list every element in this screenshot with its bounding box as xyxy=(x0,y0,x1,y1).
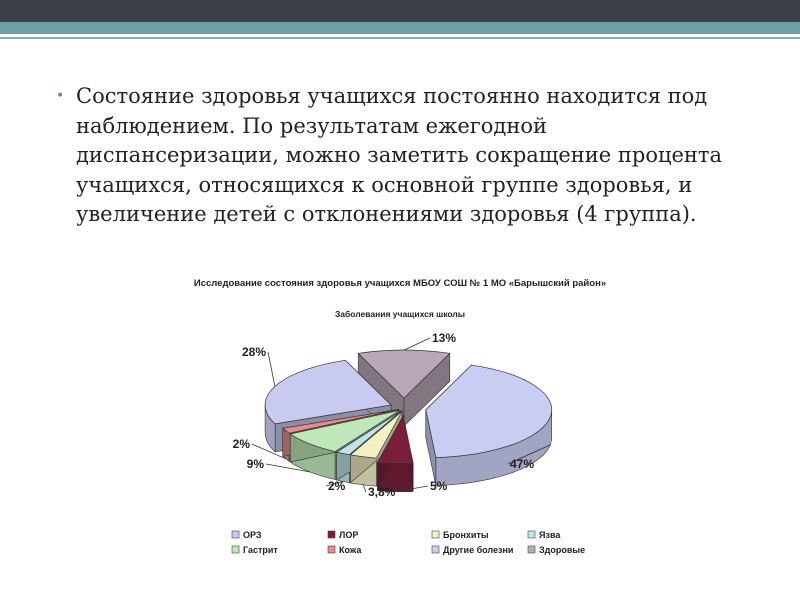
data-label-язва: 2% xyxy=(328,479,346,493)
legend-орз-swatch xyxy=(232,531,239,538)
chart-subtitle: Заболевания учащихся школы xyxy=(334,309,466,319)
legend-кожа-swatch xyxy=(328,546,335,553)
legend-здоровые-label: Здоровые xyxy=(539,545,586,555)
data-label-здоровые: 13% xyxy=(432,331,457,345)
legend-другие-болезни-swatch xyxy=(432,546,439,553)
data-label-другие-болезни: 47% xyxy=(510,457,535,471)
legend-лор-label: ЛОР xyxy=(339,530,359,540)
legend-бронхиты-label: Бронхиты xyxy=(443,530,489,540)
data-label-бронхиты-leader xyxy=(363,485,366,492)
bullet-text: Состояние здоровья учащихся постоянно находится под наблюдением. По результатам ежегодной диспансеризации, можно заметить сокращение процента учащихся, относящихся к основной группе здоровья, и увеличение детей с отклонениями здоровья (4 группа). xyxy=(76,84,723,226)
data-label-гастрит: 9% xyxy=(246,457,264,471)
data-label-орз: 28% xyxy=(241,345,266,359)
legend-язва-swatch xyxy=(528,531,535,538)
legend-кожа-label: Кожа xyxy=(339,545,362,555)
bullet-marker: • xyxy=(56,88,65,104)
data-label-бронхиты: 3,8% xyxy=(368,485,396,499)
data-label-кожа: 2% xyxy=(232,437,250,451)
legend-гастрит-label: Гастрит xyxy=(243,545,278,555)
legend-бронхиты-swatch xyxy=(432,531,439,538)
legend-лор-swatch xyxy=(328,531,335,538)
legend-другие-болезни-label: Другие болезни xyxy=(443,545,514,555)
data-label-здоровые-leader xyxy=(404,338,430,350)
legend-орз-label: ОРЗ xyxy=(243,530,262,540)
chart-title: Исследование состояния здоровья учащихся МБОУ СОШ № 1 МО «Барышский район» xyxy=(193,278,607,289)
data-label-лор: 5% xyxy=(430,479,448,493)
legend-гастрит-swatch xyxy=(232,546,239,553)
legend-язва-label: Язва xyxy=(539,530,561,540)
data-label-орз-leader xyxy=(268,352,275,386)
legend-здоровые-swatch xyxy=(528,546,535,553)
